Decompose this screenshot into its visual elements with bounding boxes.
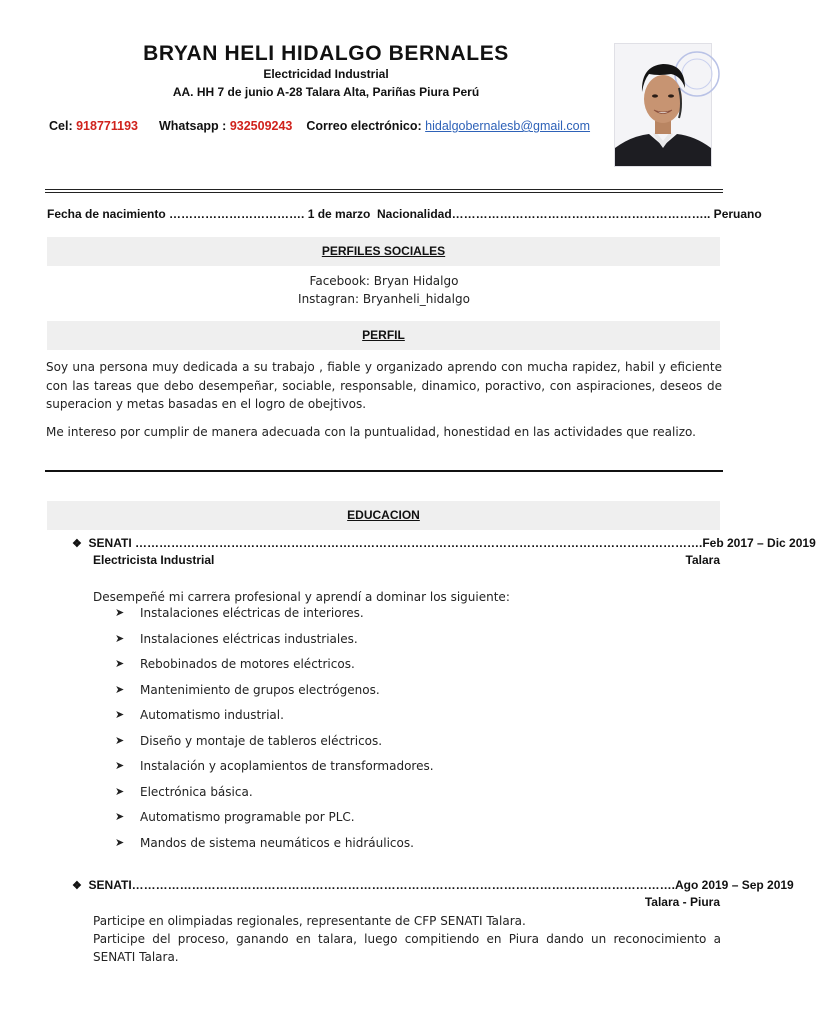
email-link[interactable]: hidalgobernalesb@gmail.com xyxy=(425,119,591,133)
cel-label: Cel: xyxy=(49,119,73,133)
instagram-profile: Instagran: Bryanheli_hidalgo xyxy=(298,292,470,306)
list-item: ➤ Mandos de sistema neumáticos e hidráulicos. xyxy=(115,835,414,850)
education-entry-1-institution: SENATI ……………………………………………………………………………………………………………………………. xyxy=(88,536,703,550)
arrow-bullet-icon: ➤ xyxy=(115,657,125,670)
candidate-name: BRYAN HELI HIDALGO BERNALES xyxy=(143,42,509,65)
arrow-bullet-icon: ➤ xyxy=(115,631,125,645)
candidate-profession: Electricidad Industrial xyxy=(263,67,389,81)
education-entry-1-location: Talara xyxy=(685,553,720,567)
education-entry-2-header xyxy=(72,878,794,892)
education-entry-2-subheader xyxy=(93,895,720,909)
nationality: Nacionalidad……………………………………………………….. Peruano xyxy=(377,207,762,221)
candidate-address: AA. HH 7 de junio A-28 Talara Alta, Pariñas Piura Perú xyxy=(172,85,480,99)
list-item: ➤ Instalaciones eléctricas industriales. xyxy=(115,631,358,646)
education-entry-2-line-1: Participe en olimpiadas regionales, representante de CFP SENATI Talara. xyxy=(93,914,526,928)
arrow-bullet-icon: ➤ xyxy=(115,759,125,772)
profile-heading xyxy=(47,321,720,350)
list-item: ➤ Electrónica básica. xyxy=(115,784,253,799)
education-entry-2-institution: SENATI………………………………………………………………………………………………………………………. xyxy=(88,878,675,892)
list-item: ➤ Diseño y montaje de tableros eléctricos. xyxy=(115,733,383,748)
social-profiles-heading xyxy=(47,237,720,266)
education-entry-1-degree: Electricista Industrial xyxy=(93,553,215,567)
arrow-bullet-icon: ➤ xyxy=(115,810,125,823)
education-entry-1-subheader xyxy=(93,553,720,567)
list-item: ➤ Instalación y acoplamientos de transformadores. xyxy=(115,759,434,773)
list-item: ➤ Mantenimiento de grupos electrógenos. xyxy=(115,682,380,697)
whatsapp-label: Whatsapp : xyxy=(158,119,227,133)
facebook-profile: Facebook: Bryan Hidalgo xyxy=(309,274,459,288)
education-entry-2-dates: Ago 2019 – Sep 2019 xyxy=(675,878,794,892)
education-entry-1-intro: Desempeñé mi carrera profesional y aprendí a dominar los siguiente: xyxy=(93,590,510,604)
list-item: ➤ Instalaciones eléctricas de interiores. xyxy=(115,606,364,620)
date-of-birth: Fecha de nacimiento ……………………………. 1 de marzo xyxy=(47,207,371,221)
cel-number: 918771193 xyxy=(76,119,138,133)
arrow-bullet-icon: ➤ xyxy=(115,682,125,696)
education-entry-1-header xyxy=(72,536,816,550)
education-entry-1-dates: Feb 2017 – Dic 2019 xyxy=(702,536,816,550)
education-entry-2-line-2: Participe del proceso, ganando en talara, luego compitiendo en Piura dando un reconocimiento a SENATI Talara. xyxy=(93,932,721,964)
diamond-bullet-icon: ❖ xyxy=(72,538,82,550)
profile-photo xyxy=(614,43,712,167)
education-entry-2-location: Talara - Piura xyxy=(644,895,720,909)
diamond-bullet-icon: ❖ xyxy=(72,880,82,892)
profile-title: PERFIL xyxy=(362,328,405,342)
list-item: ➤ Rebobinados de motores eléctricos. xyxy=(115,657,355,671)
education-heading xyxy=(47,501,720,530)
arrow-bullet-icon: ➤ xyxy=(115,835,125,849)
arrow-bullet-icon: ➤ xyxy=(115,784,125,798)
arrow-bullet-icon: ➤ xyxy=(115,606,125,619)
education-title: EDUCACION xyxy=(347,508,420,522)
profile-paragraph-2: Me intereso por cumplir de manera adecuada con la puntualidad, honestidad en las actividades que realizo. xyxy=(46,425,696,439)
social-profiles-title: PERFILES SOCIALES xyxy=(321,244,446,258)
email-label: Correo electrónico: xyxy=(306,119,422,133)
whatsapp-number: 932509243 xyxy=(229,119,293,133)
arrow-bullet-icon: ➤ xyxy=(115,733,125,747)
list-item: ➤ Automatismo industrial. xyxy=(115,708,284,722)
skills-list xyxy=(115,606,675,861)
profile-paragraph-1: Soy una persona muy dedicada a su trabajo , fiable y organizado aprendo con mucha rapidez, habil y eficiente con las tareas que debo desempeñar, sociable, responsable, dinamico, poractivo, con aspiraciones, deseos de superacion y metas basadas en el logro de obejtivos. xyxy=(46,360,722,411)
header-divider-top xyxy=(45,189,723,190)
contact-line xyxy=(49,119,590,133)
section-divider xyxy=(45,470,723,472)
header-divider-bottom xyxy=(45,192,723,193)
profile-photo-image xyxy=(615,44,711,166)
list-item: ➤ Automatismo programable por PLC. xyxy=(115,810,355,824)
arrow-bullet-icon: ➤ xyxy=(115,708,125,721)
